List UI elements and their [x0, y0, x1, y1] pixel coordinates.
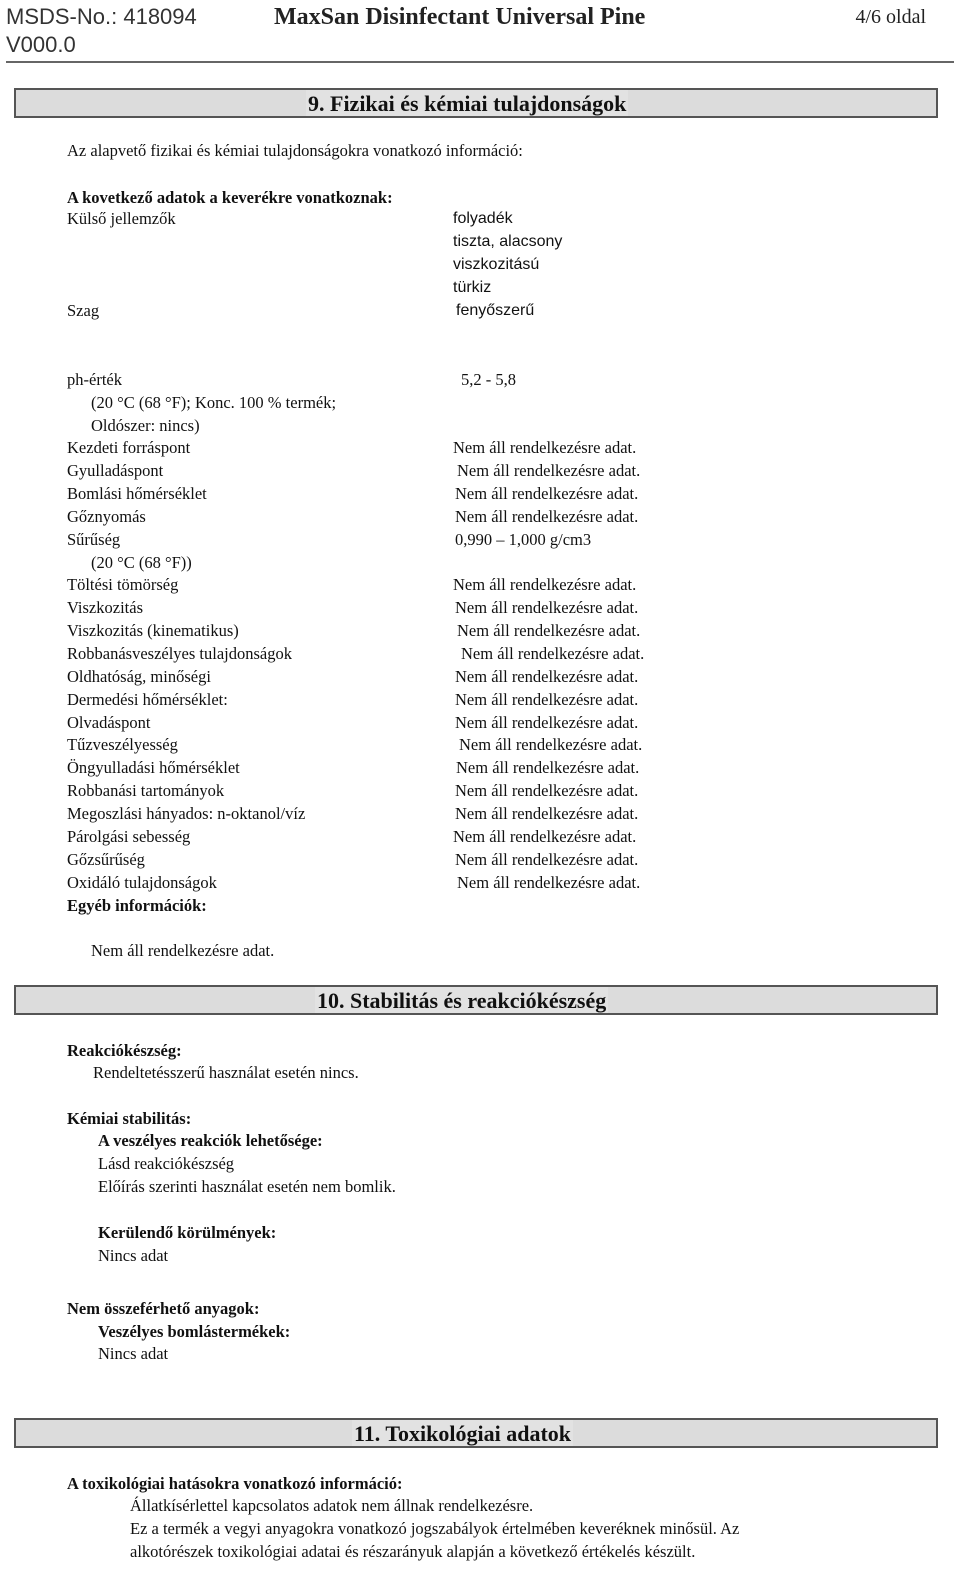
- prop-value: Nem áll rendelkezésre adat.: [455, 598, 639, 617]
- prop-label: Tűzveszélyesség: [67, 735, 178, 754]
- hazardous-reactions-value-2: Előírás szerinti használat esetén nem bomlik.: [98, 1177, 396, 1196]
- tox-line-3: alkotórészek toxikológiai adatai és részarányuk alapján a következő értékelés készült.: [130, 1542, 696, 1561]
- prop-label: Gyulladáspont: [67, 461, 164, 480]
- section-11-title: 11. Toxikológiai adatok: [354, 1421, 572, 1446]
- other-info-value: Nem áll rendelkezésre adat.: [91, 941, 275, 960]
- stability-label: Kémiai stabilitás:: [67, 1109, 192, 1128]
- ph-value: 5,2 - 5,8: [461, 370, 516, 389]
- msds-number: MSDS-No.: 418094: [6, 4, 197, 29]
- prop-label: Viszkozitás (kinematikus): [67, 621, 239, 640]
- appearance-value-3: viszkozitású: [453, 256, 540, 273]
- version: V000.0: [6, 32, 76, 57]
- odor-value: fenyőszerű: [456, 302, 535, 319]
- prop-value: Nem áll rendelkezésre adat.: [461, 644, 645, 663]
- ph-label: ph-érték: [67, 370, 122, 389]
- tox-line-2: Ez a termék a vegyi anyagokra vonatkozó jogszabályok értelmében keveréknek minősül. Az: [130, 1519, 740, 1538]
- prop-label: Robbanási tartományok: [67, 781, 225, 800]
- product-name: MaxSan Disinfectant Universal Pine: [274, 4, 646, 30]
- prop-value: Nem áll rendelkezésre adat.: [455, 850, 639, 869]
- incompatible-materials-label: Nem összeférhető anyagok:: [67, 1299, 260, 1318]
- prop-label: Gőznyomás: [67, 507, 146, 526]
- prop-label: Kezdeti forráspont: [67, 438, 191, 457]
- odor-label: Szag: [67, 301, 100, 320]
- prop-value: Nem áll rendelkezésre adat.: [455, 507, 639, 526]
- reactivity-value: Rendeltetésszerű használat esetén nincs.: [93, 1063, 359, 1082]
- prop-value: Nem áll rendelkezésre adat.: [459, 735, 643, 754]
- page-header: [0, 0, 960, 62]
- prop-label: Bomlási hőmérséklet: [67, 484, 207, 503]
- prop-label: Olvadáspont: [67, 713, 151, 732]
- density-condition: (20 °C (68 °F)): [91, 553, 192, 572]
- prop-value: Nem áll rendelkezésre adat.: [453, 438, 637, 457]
- section-10-title: 10. Stabilitás és reakciókészség: [317, 988, 607, 1013]
- prop-label: Töltési tömörség: [67, 575, 179, 594]
- hazardous-reactions-value-1: Lásd reakciókészség: [98, 1154, 235, 1173]
- prop-label: Öngyulladási hőmérséklet: [67, 758, 240, 777]
- prop-value: Nem áll rendelkezésre adat.: [453, 827, 637, 846]
- prop-label: Robbanásveszélyes tulajdonságok: [67, 644, 292, 663]
- prop-label: Gőzsűrűség: [67, 850, 145, 869]
- prop-label: Párolgási sebesség: [67, 827, 191, 846]
- prop-label: Megoszlási hányados: n-oktanol/víz: [67, 804, 306, 823]
- avoid-conditions-label: Kerülendő körülmények:: [98, 1223, 277, 1242]
- section-9-bar: [14, 88, 938, 118]
- prop-value: Nem áll rendelkezésre adat.: [453, 575, 637, 594]
- prop-label: Viszkozitás: [67, 598, 143, 617]
- ph-condition-1: (20 °C (68 °F); Konc. 100 % termék;: [91, 393, 337, 412]
- reactivity-label: Reakciókészség:: [67, 1041, 182, 1060]
- decomposition-products-value: Nincs adat: [98, 1344, 169, 1363]
- appearance-value-1: folyadék: [453, 210, 513, 227]
- hazardous-reactions-label: A veszélyes reakciók lehetősége:: [98, 1131, 323, 1150]
- prop-value: Nem áll rendelkezésre adat.: [457, 461, 641, 480]
- prop-value: Nem áll rendelkezésre adat.: [455, 484, 639, 503]
- prop-value: Nem áll rendelkezésre adat.: [457, 621, 641, 640]
- prop-value: Nem áll rendelkezésre adat.: [455, 690, 639, 709]
- other-info-label: Egyéb információk:: [67, 896, 207, 915]
- ph-condition-2: Oldószer: nincs): [91, 416, 200, 435]
- prop-value: Nem áll rendelkezésre adat.: [456, 758, 640, 777]
- density-label: Sűrűség: [67, 530, 121, 549]
- appearance-value-4: türkiz: [453, 279, 492, 296]
- avoid-conditions-value: Nincs adat: [98, 1246, 169, 1265]
- page-number: 4/6 oldal: [855, 6, 926, 28]
- prop-value: Nem áll rendelkezésre adat.: [455, 713, 639, 732]
- appearance-label: Külső jellemzők: [67, 209, 176, 228]
- prop-value: Nem áll rendelkezésre adat.: [457, 873, 641, 892]
- density-value: 0,990 – 1,000 g/cm3: [455, 530, 592, 549]
- prop-value: Nem áll rendelkezésre adat.: [455, 781, 639, 800]
- section-10-bar: [14, 985, 938, 1015]
- mixture-note: A kovetkező adatok a keverékre vonatkoznak:: [67, 188, 393, 207]
- prop-label: Oxidáló tulajdonságok: [67, 873, 217, 892]
- tox-info-label: A toxikológiai hatásokra vonatkozó információ:: [67, 1474, 403, 1493]
- prop-label: Oldhatóság, minőségi: [67, 667, 211, 686]
- appearance-value-2: tiszta, alacsony: [453, 233, 563, 250]
- prop-value: Nem áll rendelkezésre adat.: [455, 804, 639, 823]
- tox-line-1: Állatkísérlettel kapcsolatos adatok nem állnak rendelkezésre.: [130, 1496, 534, 1515]
- prop-label: Dermedési hőmérséklet:: [67, 690, 228, 709]
- section-9-intro: Az alapvető fizikai és kémiai tulajdonságokra vonatkozó információ:: [67, 141, 523, 160]
- section-9-title: 9. Fizikai és kémiai tulajdonságok: [308, 91, 627, 116]
- decomposition-products-label: Veszélyes bomlástermékek:: [98, 1322, 291, 1341]
- header-rule: [6, 61, 954, 63]
- prop-value: Nem áll rendelkezésre adat.: [455, 667, 639, 686]
- section-11-bar: [14, 1418, 938, 1448]
